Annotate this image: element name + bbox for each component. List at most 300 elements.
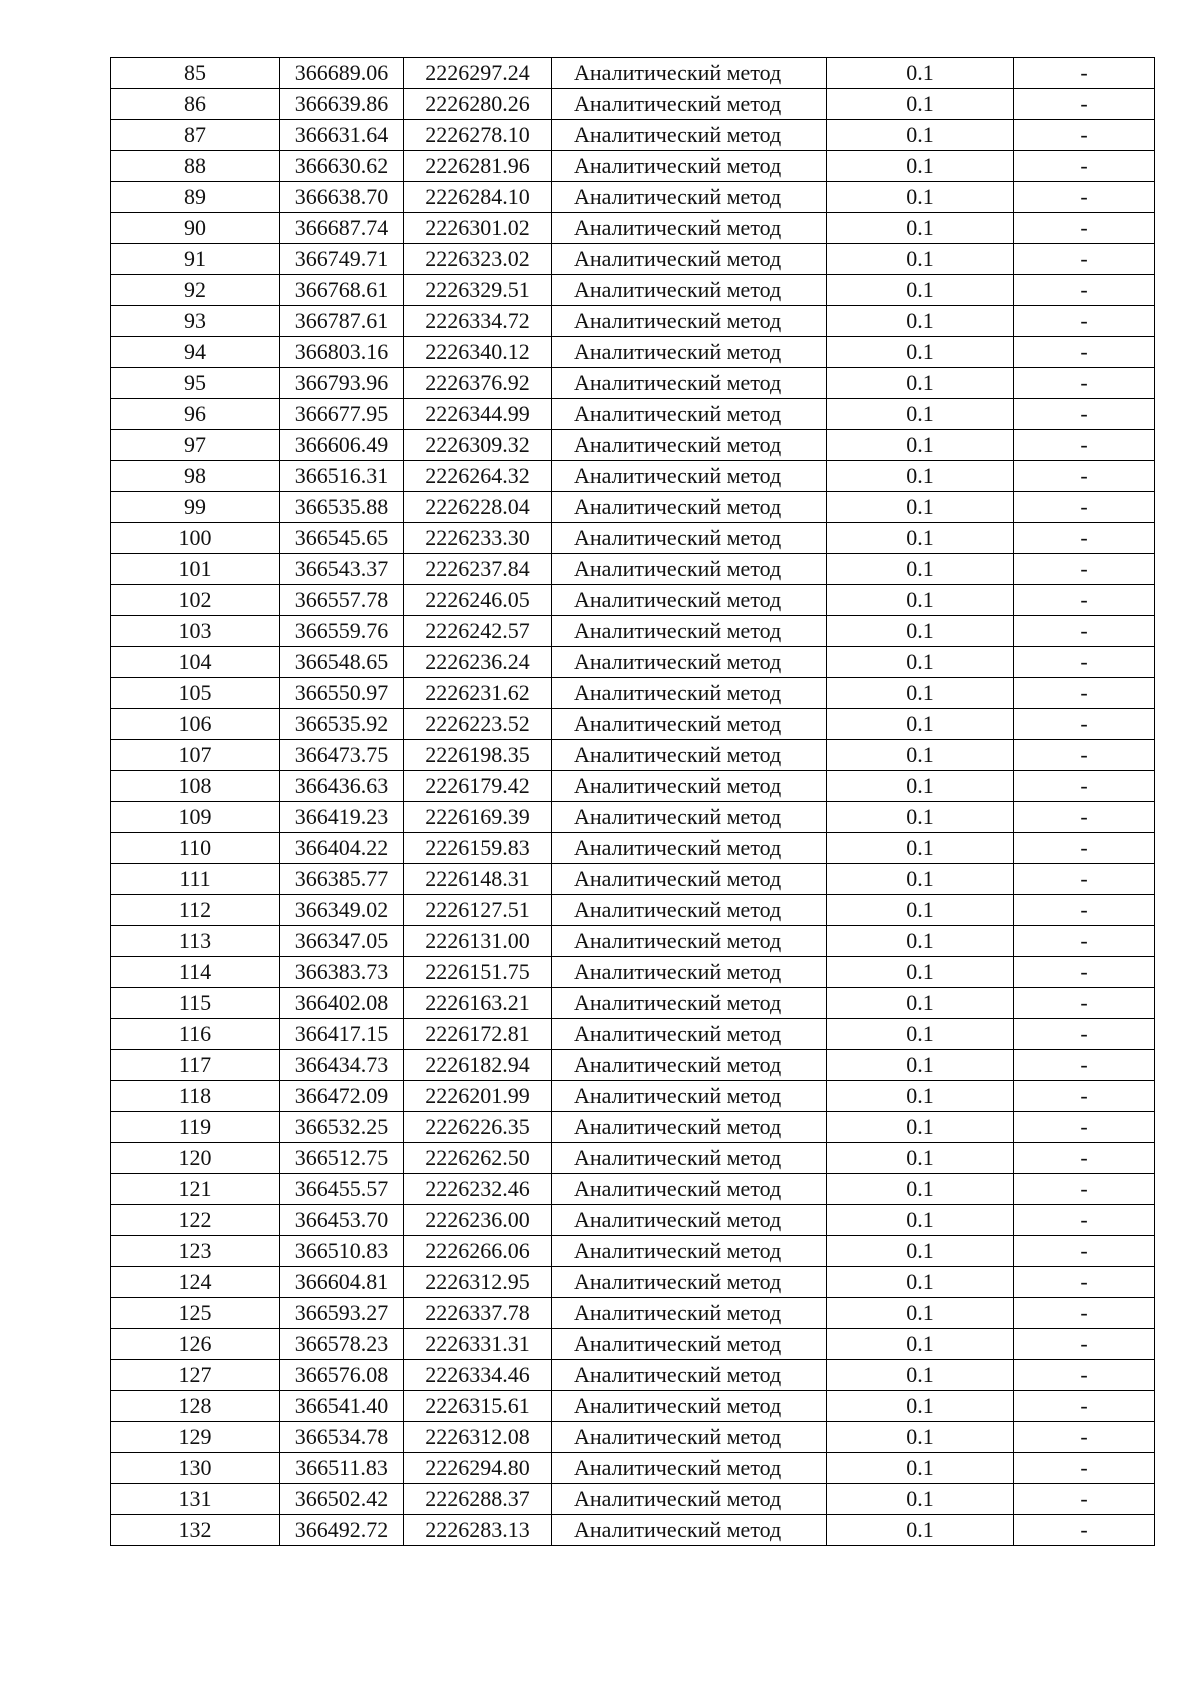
method-cell: Аналитический метод xyxy=(552,1050,827,1081)
accuracy-cell: 0.1 xyxy=(827,1298,1014,1329)
table-row xyxy=(111,988,1155,1019)
table-row xyxy=(111,864,1155,895)
y-coordinate-cell: 2226337.78 xyxy=(404,1298,552,1329)
point-number-cell: 123 xyxy=(111,1236,280,1267)
note-cell: - xyxy=(1014,1360,1155,1391)
y-coordinate-cell: 2226297.24 xyxy=(404,58,552,89)
y-coordinate-cell: 2226294.80 xyxy=(404,1453,552,1484)
point-number-cell: 102 xyxy=(111,585,280,616)
table-row xyxy=(111,554,1155,585)
accuracy-cell: 0.1 xyxy=(827,585,1014,616)
accuracy-cell: 0.1 xyxy=(827,554,1014,585)
accuracy-cell: 0.1 xyxy=(827,616,1014,647)
y-coordinate-cell: 2226223.52 xyxy=(404,709,552,740)
coordinates-table xyxy=(110,57,1155,1546)
method-cell: Аналитический метод xyxy=(552,864,827,895)
x-coordinate-cell: 366385.77 xyxy=(280,864,404,895)
x-coordinate-cell: 366768.61 xyxy=(280,275,404,306)
table-row xyxy=(111,430,1155,461)
table-row xyxy=(111,1360,1155,1391)
accuracy-cell: 0.1 xyxy=(827,120,1014,151)
point-number-cell: 103 xyxy=(111,616,280,647)
x-coordinate-cell: 366502.42 xyxy=(280,1484,404,1515)
table-row xyxy=(111,957,1155,988)
accuracy-cell: 0.1 xyxy=(827,1391,1014,1422)
method-cell: Аналитический метод xyxy=(552,337,827,368)
accuracy-cell: 0.1 xyxy=(827,182,1014,213)
table-row xyxy=(111,585,1155,616)
point-number-cell: 85 xyxy=(111,58,280,89)
accuracy-cell: 0.1 xyxy=(827,833,1014,864)
method-cell: Аналитический метод xyxy=(552,182,827,213)
method-cell: Аналитический метод xyxy=(552,120,827,151)
x-coordinate-cell: 366436.63 xyxy=(280,771,404,802)
x-coordinate-cell: 366535.92 xyxy=(280,709,404,740)
x-coordinate-cell: 366472.09 xyxy=(280,1081,404,1112)
note-cell: - xyxy=(1014,864,1155,895)
method-cell: Аналитический метод xyxy=(552,213,827,244)
point-number-cell: 126 xyxy=(111,1329,280,1360)
y-coordinate-cell: 2226309.32 xyxy=(404,430,552,461)
accuracy-cell: 0.1 xyxy=(827,1236,1014,1267)
method-cell: Аналитический метод xyxy=(552,306,827,337)
y-coordinate-cell: 2226163.21 xyxy=(404,988,552,1019)
table-row xyxy=(111,678,1155,709)
point-number-cell: 101 xyxy=(111,554,280,585)
point-number-cell: 128 xyxy=(111,1391,280,1422)
table-row xyxy=(111,461,1155,492)
accuracy-cell: 0.1 xyxy=(827,89,1014,120)
method-cell: Аналитический метод xyxy=(552,244,827,275)
method-cell: Аналитический метод xyxy=(552,1391,827,1422)
x-coordinate-cell: 366689.06 xyxy=(280,58,404,89)
point-number-cell: 122 xyxy=(111,1205,280,1236)
point-number-cell: 120 xyxy=(111,1143,280,1174)
note-cell: - xyxy=(1014,1298,1155,1329)
method-cell: Аналитический метод xyxy=(552,275,827,306)
point-number-cell: 125 xyxy=(111,1298,280,1329)
note-cell: - xyxy=(1014,554,1155,585)
note-cell: - xyxy=(1014,709,1155,740)
accuracy-cell: 0.1 xyxy=(827,1453,1014,1484)
y-coordinate-cell: 2226159.83 xyxy=(404,833,552,864)
note-cell: - xyxy=(1014,306,1155,337)
y-coordinate-cell: 2226344.99 xyxy=(404,399,552,430)
x-coordinate-cell: 366550.97 xyxy=(280,678,404,709)
y-coordinate-cell: 2226172.81 xyxy=(404,1019,552,1050)
point-number-cell: 121 xyxy=(111,1174,280,1205)
note-cell: - xyxy=(1014,368,1155,399)
y-coordinate-cell: 2226340.12 xyxy=(404,337,552,368)
accuracy-cell: 0.1 xyxy=(827,1081,1014,1112)
x-coordinate-cell: 366404.22 xyxy=(280,833,404,864)
table-row xyxy=(111,89,1155,120)
y-coordinate-cell: 2226246.05 xyxy=(404,585,552,616)
accuracy-cell: 0.1 xyxy=(827,988,1014,1019)
point-number-cell: 130 xyxy=(111,1453,280,1484)
y-coordinate-cell: 2226231.62 xyxy=(404,678,552,709)
x-coordinate-cell: 366548.65 xyxy=(280,647,404,678)
x-coordinate-cell: 366541.40 xyxy=(280,1391,404,1422)
note-cell: - xyxy=(1014,275,1155,306)
x-coordinate-cell: 366349.02 xyxy=(280,895,404,926)
note-cell: - xyxy=(1014,802,1155,833)
note-cell: - xyxy=(1014,89,1155,120)
y-coordinate-cell: 2226334.72 xyxy=(404,306,552,337)
y-coordinate-cell: 2226182.94 xyxy=(404,1050,552,1081)
coordinates-table-body xyxy=(111,58,1155,1546)
x-coordinate-cell: 366419.23 xyxy=(280,802,404,833)
x-coordinate-cell: 366453.70 xyxy=(280,1205,404,1236)
point-number-cell: 118 xyxy=(111,1081,280,1112)
x-coordinate-cell: 366604.81 xyxy=(280,1267,404,1298)
note-cell: - xyxy=(1014,244,1155,275)
x-coordinate-cell: 366631.64 xyxy=(280,120,404,151)
note-cell: - xyxy=(1014,1329,1155,1360)
note-cell: - xyxy=(1014,1143,1155,1174)
x-coordinate-cell: 366545.65 xyxy=(280,523,404,554)
point-number-cell: 104 xyxy=(111,647,280,678)
y-coordinate-cell: 2226281.96 xyxy=(404,151,552,182)
x-coordinate-cell: 366576.08 xyxy=(280,1360,404,1391)
note-cell: - xyxy=(1014,647,1155,678)
point-number-cell: 108 xyxy=(111,771,280,802)
note-cell: - xyxy=(1014,151,1155,182)
method-cell: Аналитический метод xyxy=(552,1081,827,1112)
y-coordinate-cell: 2226376.92 xyxy=(404,368,552,399)
accuracy-cell: 0.1 xyxy=(827,895,1014,926)
point-number-cell: 106 xyxy=(111,709,280,740)
y-coordinate-cell: 2226278.10 xyxy=(404,120,552,151)
point-number-cell: 112 xyxy=(111,895,280,926)
accuracy-cell: 0.1 xyxy=(827,957,1014,988)
point-number-cell: 96 xyxy=(111,399,280,430)
accuracy-cell: 0.1 xyxy=(827,1267,1014,1298)
method-cell: Аналитический метод xyxy=(552,1174,827,1205)
note-cell: - xyxy=(1014,585,1155,616)
table-row xyxy=(111,492,1155,523)
point-number-cell: 94 xyxy=(111,337,280,368)
x-coordinate-cell: 366787.61 xyxy=(280,306,404,337)
note-cell: - xyxy=(1014,740,1155,771)
y-coordinate-cell: 2226127.51 xyxy=(404,895,552,926)
table-row xyxy=(111,337,1155,368)
method-cell: Аналитический метод xyxy=(552,895,827,926)
x-coordinate-cell: 366510.83 xyxy=(280,1236,404,1267)
method-cell: Аналитический метод xyxy=(552,709,827,740)
table-row xyxy=(111,1174,1155,1205)
table-row xyxy=(111,1205,1155,1236)
accuracy-cell: 0.1 xyxy=(827,1515,1014,1546)
table-row xyxy=(111,1112,1155,1143)
accuracy-cell: 0.1 xyxy=(827,461,1014,492)
accuracy-cell: 0.1 xyxy=(827,771,1014,802)
point-number-cell: 98 xyxy=(111,461,280,492)
method-cell: Аналитический метод xyxy=(552,1515,827,1546)
point-number-cell: 95 xyxy=(111,368,280,399)
point-number-cell: 110 xyxy=(111,833,280,864)
x-coordinate-cell: 366593.27 xyxy=(280,1298,404,1329)
y-coordinate-cell: 2226237.84 xyxy=(404,554,552,585)
method-cell: Аналитический метод xyxy=(552,1484,827,1515)
method-cell: Аналитический метод xyxy=(552,1143,827,1174)
y-coordinate-cell: 2226232.46 xyxy=(404,1174,552,1205)
method-cell: Аналитический метод xyxy=(552,585,827,616)
accuracy-cell: 0.1 xyxy=(827,1422,1014,1453)
table-row xyxy=(111,616,1155,647)
x-coordinate-cell: 366473.75 xyxy=(280,740,404,771)
x-coordinate-cell: 366455.57 xyxy=(280,1174,404,1205)
accuracy-cell: 0.1 xyxy=(827,647,1014,678)
method-cell: Аналитический метод xyxy=(552,58,827,89)
y-coordinate-cell: 2226315.61 xyxy=(404,1391,552,1422)
y-coordinate-cell: 2226301.02 xyxy=(404,213,552,244)
accuracy-cell: 0.1 xyxy=(827,1143,1014,1174)
point-number-cell: 114 xyxy=(111,957,280,988)
x-coordinate-cell: 366511.83 xyxy=(280,1453,404,1484)
method-cell: Аналитический метод xyxy=(552,802,827,833)
point-number-cell: 127 xyxy=(111,1360,280,1391)
x-coordinate-cell: 366543.37 xyxy=(280,554,404,585)
accuracy-cell: 0.1 xyxy=(827,275,1014,306)
point-number-cell: 91 xyxy=(111,244,280,275)
accuracy-cell: 0.1 xyxy=(827,337,1014,368)
accuracy-cell: 0.1 xyxy=(827,1112,1014,1143)
accuracy-cell: 0.1 xyxy=(827,864,1014,895)
method-cell: Аналитический метод xyxy=(552,988,827,1019)
method-cell: Аналитический метод xyxy=(552,833,827,864)
accuracy-cell: 0.1 xyxy=(827,492,1014,523)
accuracy-cell: 0.1 xyxy=(827,1205,1014,1236)
method-cell: Аналитический метод xyxy=(552,957,827,988)
table-row xyxy=(111,58,1155,89)
table-row xyxy=(111,1019,1155,1050)
accuracy-cell: 0.1 xyxy=(827,1484,1014,1515)
table-row xyxy=(111,709,1155,740)
note-cell: - xyxy=(1014,1422,1155,1453)
point-number-cell: 99 xyxy=(111,492,280,523)
note-cell: - xyxy=(1014,1112,1155,1143)
point-number-cell: 116 xyxy=(111,1019,280,1050)
method-cell: Аналитический метод xyxy=(552,1112,827,1143)
x-coordinate-cell: 366749.71 xyxy=(280,244,404,275)
point-number-cell: 117 xyxy=(111,1050,280,1081)
point-number-cell: 132 xyxy=(111,1515,280,1546)
note-cell: - xyxy=(1014,988,1155,1019)
point-number-cell: 124 xyxy=(111,1267,280,1298)
x-coordinate-cell: 366534.78 xyxy=(280,1422,404,1453)
note-cell: - xyxy=(1014,1174,1155,1205)
x-coordinate-cell: 366638.70 xyxy=(280,182,404,213)
y-coordinate-cell: 2226331.31 xyxy=(404,1329,552,1360)
point-number-cell: 129 xyxy=(111,1422,280,1453)
x-coordinate-cell: 366606.49 xyxy=(280,430,404,461)
method-cell: Аналитический метод xyxy=(552,554,827,585)
x-coordinate-cell: 366677.95 xyxy=(280,399,404,430)
method-cell: Аналитический метод xyxy=(552,1422,827,1453)
x-coordinate-cell: 366434.73 xyxy=(280,1050,404,1081)
method-cell: Аналитический метод xyxy=(552,1267,827,1298)
accuracy-cell: 0.1 xyxy=(827,523,1014,554)
note-cell: - xyxy=(1014,492,1155,523)
point-number-cell: 115 xyxy=(111,988,280,1019)
accuracy-cell: 0.1 xyxy=(827,740,1014,771)
x-coordinate-cell: 366687.74 xyxy=(280,213,404,244)
accuracy-cell: 0.1 xyxy=(827,926,1014,957)
y-coordinate-cell: 2226226.35 xyxy=(404,1112,552,1143)
y-coordinate-cell: 2226262.50 xyxy=(404,1143,552,1174)
table-row xyxy=(111,895,1155,926)
x-coordinate-cell: 366630.62 xyxy=(280,151,404,182)
x-coordinate-cell: 366803.16 xyxy=(280,337,404,368)
method-cell: Аналитический метод xyxy=(552,1205,827,1236)
table-row xyxy=(111,368,1155,399)
y-coordinate-cell: 2226169.39 xyxy=(404,802,552,833)
table-row xyxy=(111,1298,1155,1329)
y-coordinate-cell: 2226288.37 xyxy=(404,1484,552,1515)
x-coordinate-cell: 366347.05 xyxy=(280,926,404,957)
x-coordinate-cell: 366417.15 xyxy=(280,1019,404,1050)
method-cell: Аналитический метод xyxy=(552,771,827,802)
table-row xyxy=(111,1453,1155,1484)
note-cell: - xyxy=(1014,1236,1155,1267)
method-cell: Аналитический метод xyxy=(552,1329,827,1360)
x-coordinate-cell: 366578.23 xyxy=(280,1329,404,1360)
note-cell: - xyxy=(1014,895,1155,926)
accuracy-cell: 0.1 xyxy=(827,1174,1014,1205)
note-cell: - xyxy=(1014,1050,1155,1081)
table-row xyxy=(111,802,1155,833)
table-row xyxy=(111,1484,1155,1515)
method-cell: Аналитический метод xyxy=(552,1298,827,1329)
method-cell: Аналитический метод xyxy=(552,740,827,771)
table-row xyxy=(111,399,1155,430)
table-row xyxy=(111,151,1155,182)
note-cell: - xyxy=(1014,678,1155,709)
table-row xyxy=(111,1050,1155,1081)
y-coordinate-cell: 2226148.31 xyxy=(404,864,552,895)
note-cell: - xyxy=(1014,120,1155,151)
point-number-cell: 89 xyxy=(111,182,280,213)
y-coordinate-cell: 2226179.42 xyxy=(404,771,552,802)
method-cell: Аналитический метод xyxy=(552,1236,827,1267)
method-cell: Аналитический метод xyxy=(552,647,827,678)
method-cell: Аналитический метод xyxy=(552,368,827,399)
y-coordinate-cell: 2226131.00 xyxy=(404,926,552,957)
note-cell: - xyxy=(1014,523,1155,554)
y-coordinate-cell: 2226323.02 xyxy=(404,244,552,275)
y-coordinate-cell: 2226284.10 xyxy=(404,182,552,213)
table-row xyxy=(111,182,1155,213)
y-coordinate-cell: 2226236.00 xyxy=(404,1205,552,1236)
point-number-cell: 92 xyxy=(111,275,280,306)
y-coordinate-cell: 2226198.35 xyxy=(404,740,552,771)
x-coordinate-cell: 366492.72 xyxy=(280,1515,404,1546)
accuracy-cell: 0.1 xyxy=(827,213,1014,244)
table-row xyxy=(111,244,1155,275)
point-number-cell: 100 xyxy=(111,523,280,554)
y-coordinate-cell: 2226334.46 xyxy=(404,1360,552,1391)
accuracy-cell: 0.1 xyxy=(827,1019,1014,1050)
y-coordinate-cell: 2226329.51 xyxy=(404,275,552,306)
accuracy-cell: 0.1 xyxy=(827,306,1014,337)
x-coordinate-cell: 366516.31 xyxy=(280,461,404,492)
method-cell: Аналитический метод xyxy=(552,461,827,492)
accuracy-cell: 0.1 xyxy=(827,802,1014,833)
note-cell: - xyxy=(1014,771,1155,802)
accuracy-cell: 0.1 xyxy=(827,151,1014,182)
table-row xyxy=(111,1391,1155,1422)
point-number-cell: 87 xyxy=(111,120,280,151)
table-row xyxy=(111,213,1155,244)
y-coordinate-cell: 2226283.13 xyxy=(404,1515,552,1546)
x-coordinate-cell: 366512.75 xyxy=(280,1143,404,1174)
method-cell: Аналитический метод xyxy=(552,399,827,430)
y-coordinate-cell: 2226312.95 xyxy=(404,1267,552,1298)
x-coordinate-cell: 366793.96 xyxy=(280,368,404,399)
note-cell: - xyxy=(1014,1267,1155,1298)
x-coordinate-cell: 366559.76 xyxy=(280,616,404,647)
table-row xyxy=(111,1515,1155,1546)
table-row xyxy=(111,1081,1155,1112)
point-number-cell: 107 xyxy=(111,740,280,771)
table-row xyxy=(111,740,1155,771)
note-cell: - xyxy=(1014,926,1155,957)
table-row xyxy=(111,120,1155,151)
y-coordinate-cell: 2226312.08 xyxy=(404,1422,552,1453)
note-cell: - xyxy=(1014,461,1155,492)
method-cell: Аналитический метод xyxy=(552,151,827,182)
accuracy-cell: 0.1 xyxy=(827,58,1014,89)
table-row xyxy=(111,1422,1155,1453)
accuracy-cell: 0.1 xyxy=(827,1329,1014,1360)
x-coordinate-cell: 366535.88 xyxy=(280,492,404,523)
point-number-cell: 86 xyxy=(111,89,280,120)
note-cell: - xyxy=(1014,182,1155,213)
table-row xyxy=(111,926,1155,957)
method-cell: Аналитический метод xyxy=(552,678,827,709)
accuracy-cell: 0.1 xyxy=(827,709,1014,740)
method-cell: Аналитический метод xyxy=(552,1360,827,1391)
method-cell: Аналитический метод xyxy=(552,1019,827,1050)
point-number-cell: 97 xyxy=(111,430,280,461)
table-row xyxy=(111,306,1155,337)
note-cell: - xyxy=(1014,1453,1155,1484)
point-number-cell: 90 xyxy=(111,213,280,244)
note-cell: - xyxy=(1014,1205,1155,1236)
note-cell: - xyxy=(1014,430,1155,461)
point-number-cell: 111 xyxy=(111,864,280,895)
note-cell: - xyxy=(1014,1515,1155,1546)
point-number-cell: 113 xyxy=(111,926,280,957)
accuracy-cell: 0.1 xyxy=(827,244,1014,275)
table-row xyxy=(111,647,1155,678)
x-coordinate-cell: 366402.08 xyxy=(280,988,404,1019)
point-number-cell: 105 xyxy=(111,678,280,709)
method-cell: Аналитический метод xyxy=(552,492,827,523)
point-number-cell: 131 xyxy=(111,1484,280,1515)
x-coordinate-cell: 366383.73 xyxy=(280,957,404,988)
table-row xyxy=(111,771,1155,802)
table-row xyxy=(111,1329,1155,1360)
x-coordinate-cell: 366532.25 xyxy=(280,1112,404,1143)
method-cell: Аналитический метод xyxy=(552,430,827,461)
point-number-cell: 109 xyxy=(111,802,280,833)
accuracy-cell: 0.1 xyxy=(827,1360,1014,1391)
y-coordinate-cell: 2226236.24 xyxy=(404,647,552,678)
x-coordinate-cell: 366639.86 xyxy=(280,89,404,120)
accuracy-cell: 0.1 xyxy=(827,1050,1014,1081)
